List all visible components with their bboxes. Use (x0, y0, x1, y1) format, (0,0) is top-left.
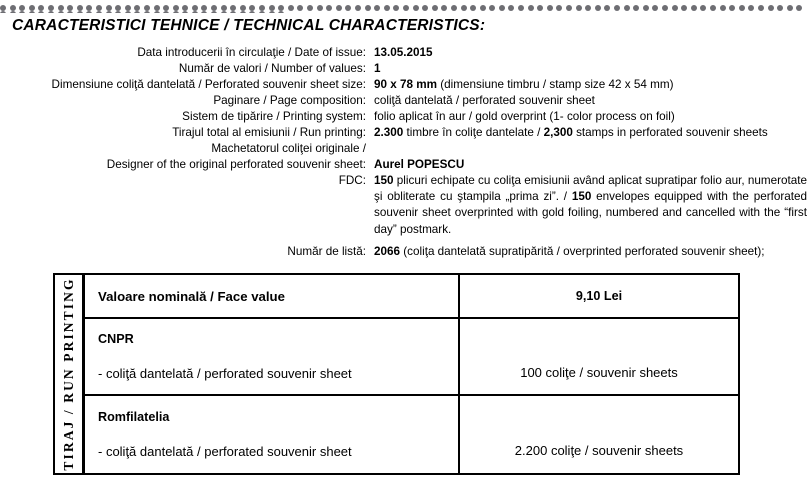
spec-value-rest: timbre în coliţe dantelate / (403, 126, 544, 139)
spec-row-fdc (0, 173, 807, 238)
divider-dot (48, 11, 54, 13)
divider-dot (595, 5, 601, 11)
spec-value-bold: Aurel POPESCU (374, 158, 465, 171)
divider-dot (249, 11, 255, 13)
table-item-label: - coliţă dantelată / perforated souvenir sheet (98, 366, 352, 381)
divider-dot (67, 11, 73, 13)
divider-dot (739, 5, 745, 11)
divider-dot (652, 5, 658, 11)
spec-row-page-composition (0, 93, 807, 109)
table-organization-name: CNPR (98, 332, 134, 346)
divider-dot (748, 5, 754, 11)
spec-row-number-of-values (0, 61, 807, 77)
divider-dot (317, 5, 323, 11)
divider-dot (777, 5, 783, 11)
spec-label: Tirajul total al emisiunii / Run printing: (172, 126, 366, 139)
table-vertical-header (55, 275, 84, 473)
divider-dot (154, 11, 160, 13)
divider-dot (144, 11, 150, 13)
spec-value (366, 109, 807, 125)
divider-dot (297, 5, 303, 11)
page-title: CARACTERISTICI TEHNICE / TECHNICAL CHARACTERISTICS: (12, 17, 486, 34)
spec-value-rest-2: stamps in perforated souvenir sheets (572, 126, 768, 139)
divider-dot (604, 5, 610, 11)
table-row (85, 396, 738, 473)
divider-dot (710, 5, 716, 11)
spec-value (366, 157, 807, 173)
divider-dot (221, 11, 227, 13)
divider-dot (134, 11, 140, 13)
divider-dot (681, 5, 687, 11)
spec-row-date-of-issue (0, 45, 807, 61)
divider-dot (326, 5, 332, 11)
divider-dot (403, 5, 409, 11)
divider-dot (566, 5, 572, 11)
spec-label: Dimensiune coliţă dantelată / Perforated souvenir sheet size: (51, 78, 366, 91)
spec-label: Număr de valori / Number of values: (178, 62, 366, 75)
divider-dot (422, 5, 428, 11)
divider-dot (29, 11, 35, 13)
spec-value-fdc (366, 173, 807, 238)
spec-row-designer-line-1 (0, 141, 807, 157)
divider-dot (365, 5, 371, 11)
divider-dot (240, 11, 246, 13)
divider-dot (461, 5, 467, 11)
spec-label: Paginare / Page composition: (213, 94, 366, 107)
divider-dot (201, 11, 207, 13)
divider-dot (528, 5, 534, 11)
table-header-face-value-label: Valoare nominală / Face value (85, 275, 460, 317)
table-cell-organization-items (85, 396, 460, 473)
divider-dot (38, 11, 44, 13)
divider-dot (633, 5, 639, 11)
divider-dot (576, 5, 582, 11)
spec-value (366, 125, 807, 141)
divider-dot (269, 11, 275, 13)
spec-value (366, 77, 807, 93)
spec-label: Data introducerii în circulaţie / Date of issue: (137, 46, 366, 59)
table-body (84, 275, 738, 473)
divider-dot (19, 11, 25, 13)
spec-row-printing-system (0, 109, 807, 125)
divider-dot (96, 11, 102, 13)
fdc-text-1: plicuri echipate cu coliţa emisiunii având aplicat supratipar folio aur, numerotate şi obliterate cu ştampila „prima zi”. / (374, 174, 807, 204)
divider-dot (518, 5, 524, 11)
divider-dot (173, 11, 179, 13)
divider-dot (192, 11, 198, 13)
divider-dot (556, 5, 562, 11)
spec-row-list-number (0, 244, 807, 260)
table-quantity-value: 2.200 coliţe / souvenir sheets (514, 443, 684, 458)
spec-value (366, 93, 807, 109)
spec-label-fdc: FDC: (338, 174, 366, 187)
spec-value (366, 61, 807, 77)
divider-dot (470, 5, 476, 11)
divider-dot (307, 5, 313, 11)
divider-dot (384, 5, 390, 11)
spec-value (366, 45, 807, 61)
divider-dot (729, 5, 735, 11)
divider-dot (691, 5, 697, 11)
fdc-bold-1: 150 (374, 174, 394, 187)
table-cell-quantity (460, 319, 738, 394)
run-printing-table (53, 273, 740, 475)
divider-dot (106, 11, 112, 13)
divider-dot (355, 5, 361, 11)
divider-dot (374, 5, 380, 11)
spec-value-rest: (dimensiune timbru / stamp size 42 x 54 mm) (437, 78, 674, 91)
divider-dot (499, 5, 505, 11)
divider-dot (278, 11, 284, 13)
divider-dot (163, 11, 169, 13)
technical-characteristics-list (0, 45, 807, 260)
table-cell-organization-items (85, 319, 460, 394)
spec-value-rest: coliţă dantelată / perforated souvenir sheet (374, 94, 595, 107)
spec-row-sheet-size (0, 77, 807, 93)
divider-dot (489, 5, 495, 11)
divider-dot (230, 11, 236, 13)
divider-dot (182, 11, 188, 13)
divider-dot (432, 5, 438, 11)
divider-dot (537, 5, 543, 11)
divider-dot (288, 5, 294, 11)
divider-dot (787, 5, 793, 11)
divider-dot (614, 5, 620, 11)
spec-value-bold: 2.300 (374, 126, 404, 139)
divider-dot (585, 5, 591, 11)
divider-dot (0, 11, 6, 13)
divider-dot (700, 5, 706, 11)
spec-label: Designer of the original perforated souvenir sheet: (106, 158, 366, 171)
divider-dot (86, 11, 92, 13)
list-number-rest: (coliţa dantelată supratipărită / overprinted perforated souvenir sheet); (400, 244, 765, 258)
top-dotted-divider (0, 5, 807, 13)
fdc-bold-2: 150 (571, 190, 592, 204)
divider-dot (758, 5, 764, 11)
divider-dot (508, 5, 514, 11)
spec-label: Sistem de tipărire / Printing system: (182, 110, 366, 123)
spec-value-rest: folio aplicat în aur / gold overprint (1- color process on foil) (374, 110, 675, 123)
divider-dot (413, 5, 419, 11)
divider-dot (624, 5, 630, 11)
spec-value-bold-2: 2,300 (543, 126, 573, 139)
divider-dot (115, 11, 121, 13)
list-number-bold: 2066 (374, 244, 401, 258)
divider-dot (336, 5, 342, 11)
divider-dot (672, 5, 678, 11)
table-row (85, 319, 738, 396)
divider-dot (77, 11, 83, 13)
divider-dot (451, 5, 457, 11)
divider-dot (125, 11, 131, 13)
divider-dot (58, 11, 64, 13)
spec-label-list-number: Număr de listă: (287, 244, 366, 258)
table-cell-quantity (460, 396, 738, 473)
spec-value-bold: 1 (374, 62, 381, 75)
table-header-row (85, 275, 738, 319)
divider-dot (768, 5, 774, 11)
fdc-text-2: envelopes equipped with the perforated souvenir sheet overprinted with gold foiling, numbered and cancelled with the “first day” postmark. (374, 190, 807, 236)
divider-dot (643, 5, 649, 11)
spec-value-bold: 90 x 78 mm (374, 78, 438, 91)
table-organization-name: Romfilatelia (98, 410, 170, 424)
divider-dot (10, 11, 16, 13)
divider-dot (720, 5, 726, 11)
divider-dot (259, 11, 265, 13)
divider-dot (480, 5, 486, 11)
spec-value-bold: 13.05.2015 (374, 46, 433, 59)
table-item-label: - coliţă dantelată / perforated souvenir sheet (98, 444, 352, 459)
divider-dot (547, 5, 553, 11)
divider-dot (662, 5, 668, 11)
spec-row-designer (0, 157, 807, 173)
spec-row-run-printing (0, 125, 807, 141)
divider-dot (393, 5, 399, 11)
divider-dot (211, 11, 217, 13)
table-header-face-value: 9,10 Lei (575, 289, 623, 303)
divider-dot (345, 5, 351, 11)
table-vertical-header-label: TIRAJ / RUN PRINTING (60, 277, 76, 471)
divider-dot (796, 5, 802, 11)
spec-value-list-number (366, 244, 807, 260)
spec-label: Machetatorul coliţei originale / (211, 142, 366, 155)
table-quantity-value: 100 coliţe / souvenir sheets (520, 365, 678, 380)
divider-dot (441, 5, 447, 11)
